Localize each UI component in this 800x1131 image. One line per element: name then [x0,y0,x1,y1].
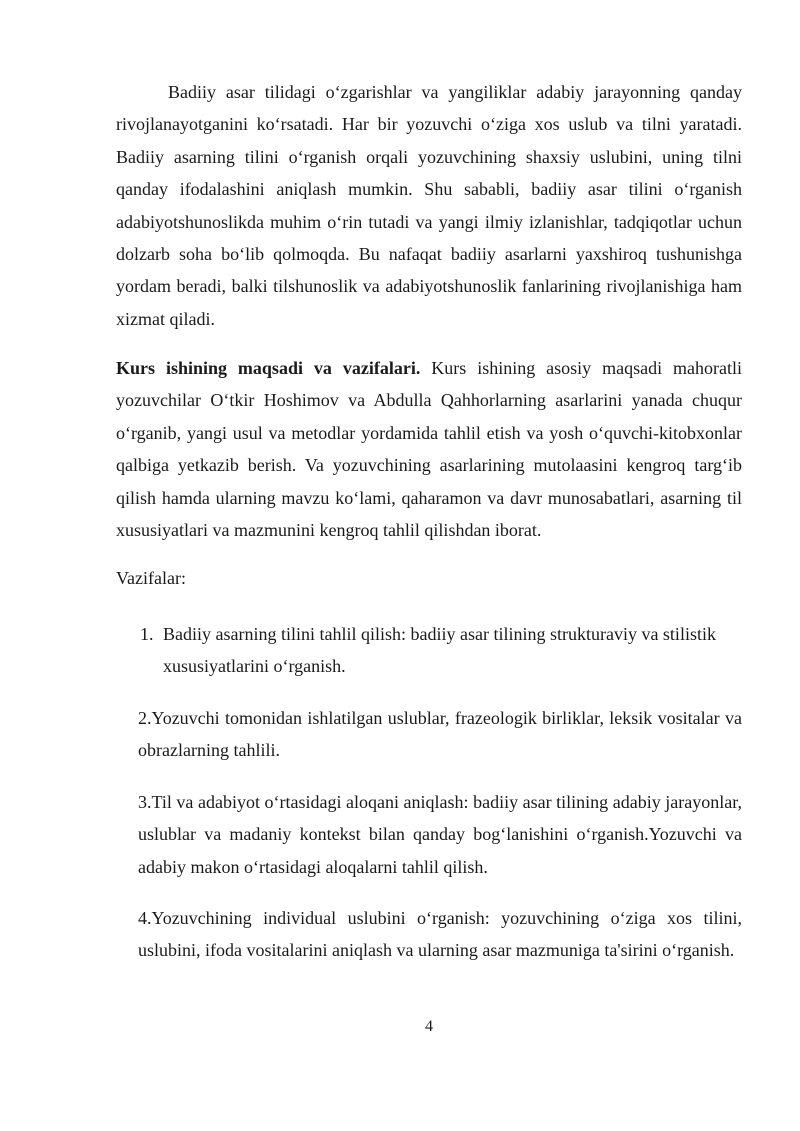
task-number: 1. [140,624,154,644]
goal-text: Kurs ishining asosiy maqsadi mahoratli yozuvchilar O‘tkir Hoshimov va Abdulla Qahhorlarning asarlarini yanada chuqur o‘rganib, yangi usul va metodlar yordamida tahlil etish va yosh o‘quvchi-kitobxonlar qalbiga yetkazib berish. Va yozuvchining asarlarining mutolaasini kengroq targ‘ib qilish hamda ularning mavzu ko‘lami, qaharamon va davr munosabatlari, asarning til xususiyatlari va mazmunini kengroq tahlil qilishdan iborat. [116,358,743,541]
task-item-4: 4.Yozuvchining individual uslubini o‘rganish: yozuvchining o‘ziga xos tilini, uslubini, ifoda vositalarini aniqlash va ularning asar mazmuniga ta'sirini o‘rganish. [138,908,742,961]
tasks-label: Vazifalar: [116,568,186,588]
task-item-3: 3.Til va adabiyot o‘rtasidagi aloqani aniqlash: badiiy asar tilining adabiy jarayonlar, uslublar va madaniy kontekst bilan qanday bog‘lanishini o‘rganish.Yozuvchi va adabiy makon o‘rtasidagi aloqalarni tahlil qilish. [138,792,742,877]
task-item-2: 2.Yozuvchi tomonidan ishlatilgan uslublar, frazeologik birliklar, leksik vositalar va obrazlarning tahlili. [138,708,742,761]
page-number: 4 [425,1018,433,1035]
task-item-1 [140,618,742,683]
task-text: Badiiy asarning tilini tahlil qilish: badiiy asar tilining strukturaviy va stilistik xususiyatlarini o‘rganish. [163,624,716,677]
goal-paragraph [116,352,742,546]
section-heading: Kurs ishining maqsadi va vazifalari. [116,358,421,378]
intro-paragraph: Badiiy asar tilidagi o‘zgarishlar va yangiliklar adabiy jarayonning qanday rivojlanayotganini ko‘rsatadi. Har bir yozuvchi o‘ziga xos uslub va tilni yaratadi. Badiiy asarning tilini o‘rganish orqali yozuvchining shaxsiy uslubini, uning tilni qanday ifodalashini aniqlash mumkin. Shu sababli, badiiy asar tilini o‘rganish adabiyotshunoslikda muhim o‘rin tutadi va yangi ilmiy izlanishlar, tadqiqotlar uchun dolzarb soha bo‘lib qolmoqda. Bu nafaqat badiiy asarlarni yaxshiroq tushunishga yordam beradi, balki tilshunoslik va adabiyotshunoslik fanlarining rivojlanishiga ham xizmat qiladi. [116,82,742,329]
